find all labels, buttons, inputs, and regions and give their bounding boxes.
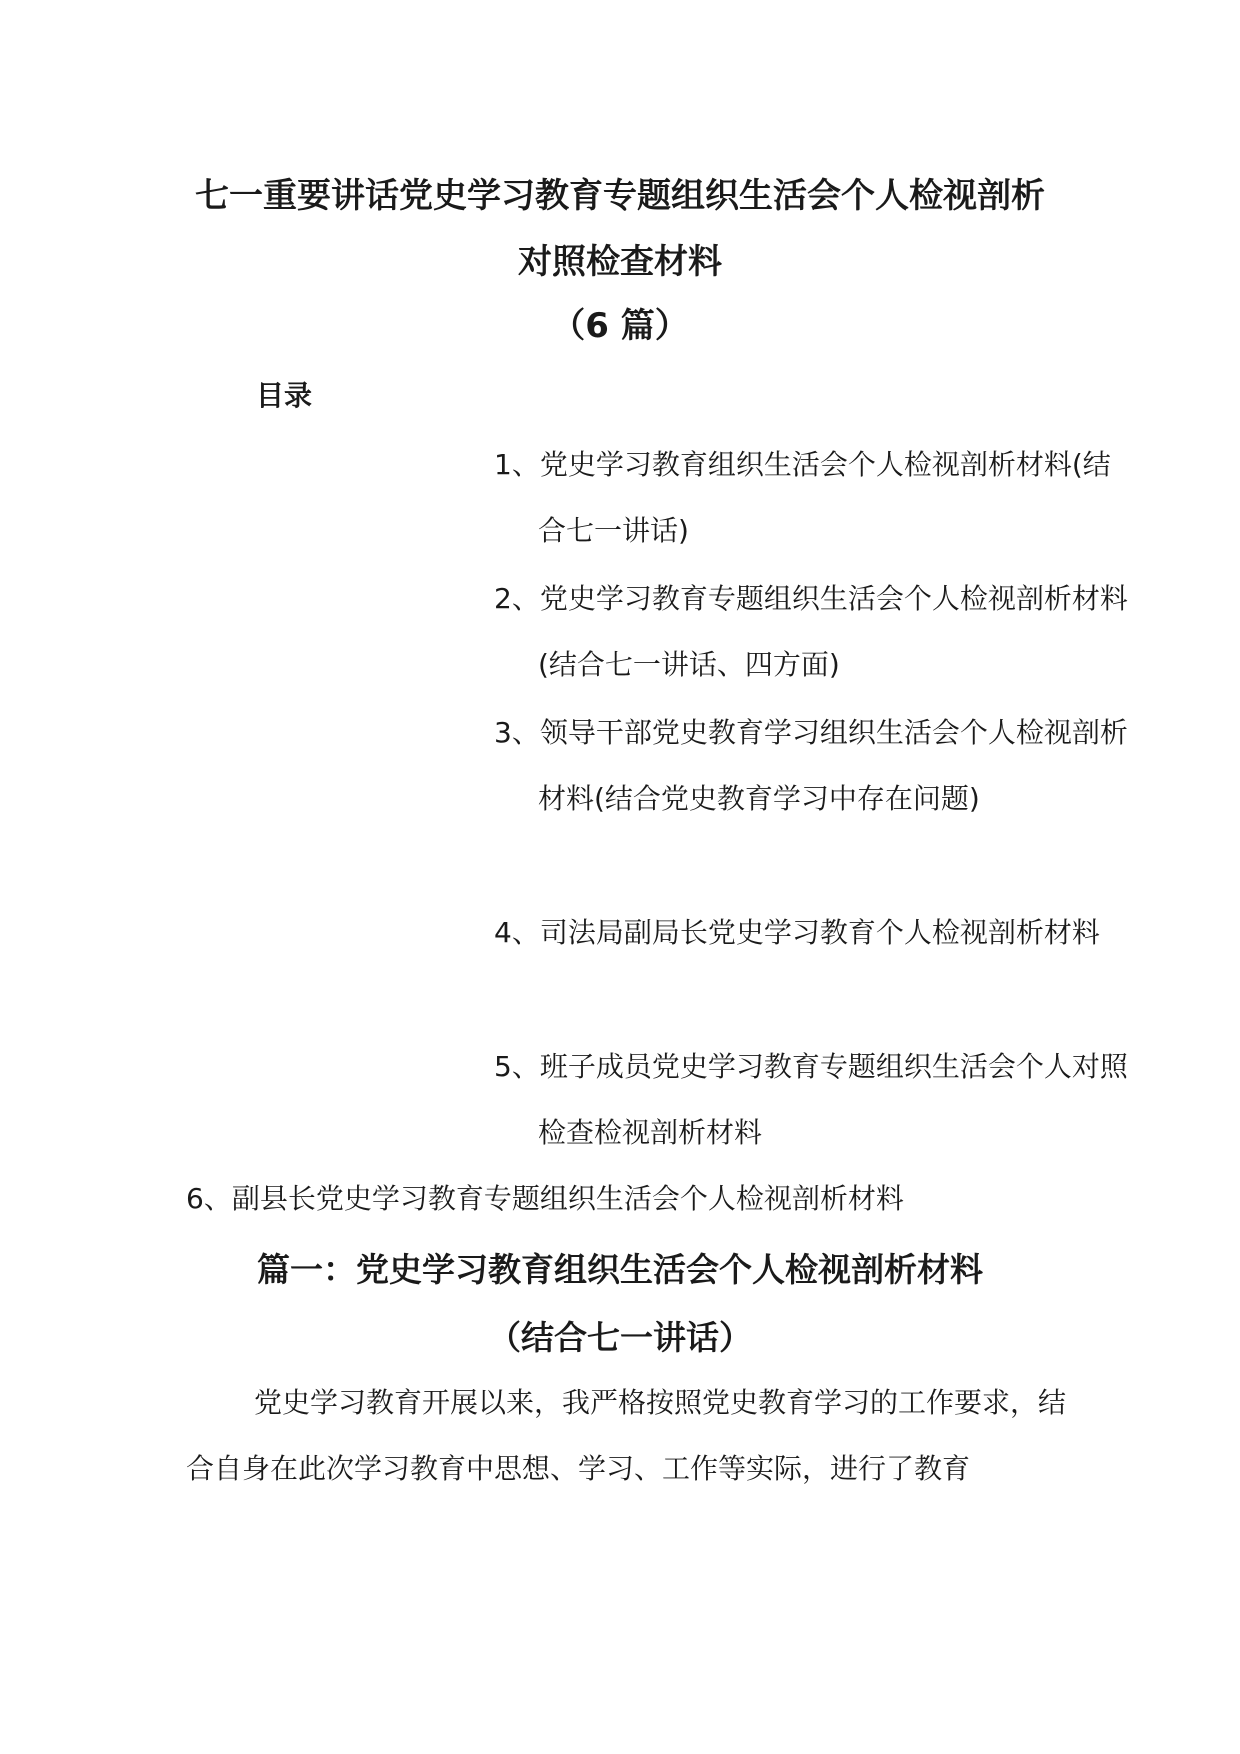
toc-item-3: 3、领导干部党史教育学习组织生活会个人检视剖析材料(结合党史教育学习中存在问题) xyxy=(494,716,1128,815)
document-title-line-1: 七一重要讲话党史学习教育专题组织生活会个人检视剖析 xyxy=(195,176,1045,216)
toc-item-2: 2、党史学习教育专题组织生活会个人检视剖析材料(结合七一讲话、四方面) xyxy=(494,582,1128,681)
toc-heading: 目录 xyxy=(256,379,313,412)
section-1-title-line-2: （结合七一讲话） xyxy=(488,1318,752,1357)
toc-item-5: 5、班子成员党史学习教育专题组织生活会个人对照检查检视剖析材料 xyxy=(494,1050,1128,1149)
toc-item-4: 4、司法局副局长党史学习教育个人检视剖析材料 xyxy=(494,916,1100,949)
section-1-title-line-1: 篇一：党史学习教育组织生活会个人检视剖析材料 xyxy=(257,1250,983,1289)
section-1-paragraph: 党史学习教育开展以来，我严格按照党史教育学习的工作要求，结合自身在此次学习教育中思想、学习、工作等实际，进行了教育 xyxy=(186,1386,1067,1485)
document-title-line-2: 对照检查材料 xyxy=(518,242,722,282)
toc-item-1: 1、党史学习教育组织生活会个人检视剖析材料(结合七一讲话) xyxy=(494,448,1111,547)
toc-item-6: 6、副县长党史学习教育专题组织生活会个人检视剖析材料 xyxy=(186,1182,904,1215)
document-title-count: （6 篇） xyxy=(551,306,689,346)
